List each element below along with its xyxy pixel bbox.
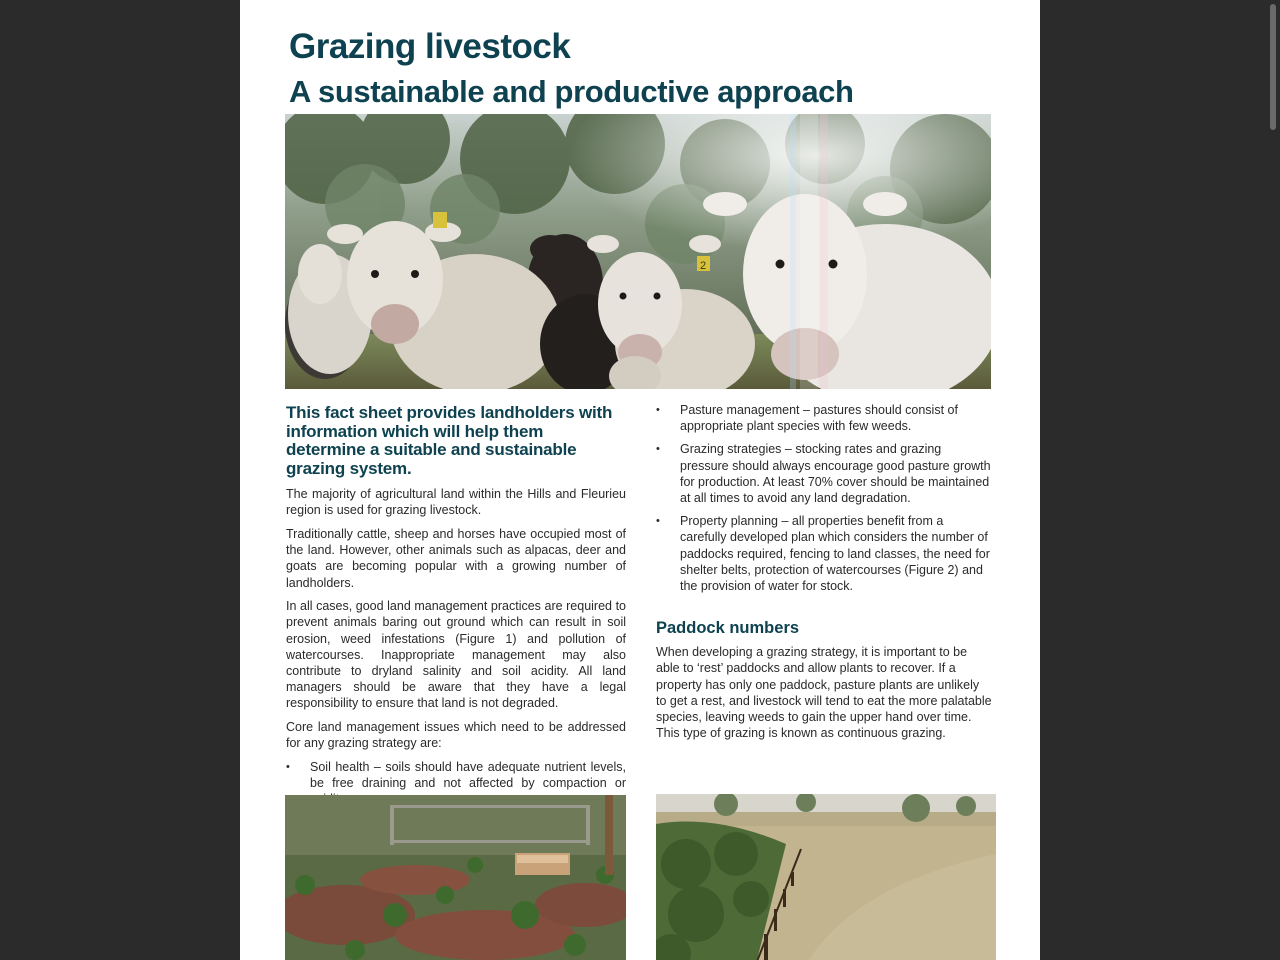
body-paragraph: The majority of agricultural land within the Hills and Fleurieu region is used for grazing livestock. xyxy=(286,487,626,518)
trampled-ground-illustration xyxy=(285,795,626,960)
cattle-illustration xyxy=(285,114,991,389)
issues-list-continued xyxy=(656,402,992,594)
ear-tag-text: 2 xyxy=(700,260,707,272)
list-item-text: Property planning – all properties benefit from a carefully developed plan which considers the number of paddocks required, fencing to land classes, the need for shelter belts, protection of watercourses (Figure 2) and the provision of water for stock. xyxy=(680,514,990,594)
right-column xyxy=(656,402,992,749)
cattle-photo xyxy=(285,114,991,389)
scrollbar-thumb[interactable] xyxy=(1270,4,1276,130)
body-paragraph: Traditionally cattle, sheep and horses have occupied most of the land. However, other animals such as alpacas, deer and goats are becoming popular with a growing number of landholders. xyxy=(286,526,626,590)
body-paragraph: In all cases, good land management practices are required to prevent animals baring out ground which can result in soil erosion, weed infestations (Figure 1) and pollution of watercourses. Inappropriate management may also contribute to dryland salinity and soil acidity. All land managers should be aware that they have a legal responsibility to ensure that land is not degraded. xyxy=(286,599,626,711)
page-title: Grazing livestock xyxy=(289,27,571,66)
body-paragraph: Core land management issues which need to be addressed for any grazing strategy are: xyxy=(286,720,626,751)
left-column xyxy=(286,404,626,815)
list-item-text: Grazing strategies – stocking rates and grazing pressure should always encourage good pasture growth for production. At least 70% cover should be maintained at all times to avoid any land degradation. xyxy=(680,442,991,506)
bullet-icon: • xyxy=(656,443,660,456)
page-subtitle: A sustainable and productive approach xyxy=(289,74,854,109)
bullet-icon: • xyxy=(656,404,660,416)
list-item-text: Pasture management – pastures should consist of appropriate plant species with few weeds. xyxy=(680,403,958,434)
bullet-icon: • xyxy=(286,761,290,774)
bullet-icon: • xyxy=(656,515,660,528)
lead-paragraph: This fact sheet provides landholders with information which will help them determine a suitable and sustainable grazing system. xyxy=(286,403,613,478)
trampled-ground-photo xyxy=(285,795,626,960)
section-heading: Paddock numbers xyxy=(656,619,800,638)
list-item xyxy=(656,441,992,506)
list-item-text: Soil health – soils should have adequate nutrient levels, be free draining and not affected by compaction or xyxy=(310,760,626,791)
document-page xyxy=(240,0,1040,960)
fenced-watercourse-illustration xyxy=(656,794,996,960)
fenced-watercourse-photo xyxy=(656,794,996,960)
body-paragraph: When developing a grazing strategy, it is important to be able to ‘rest’ paddocks and allow plants to recover. If a property has only one paddock, pasture plants are unlikely to get a rest, and livestock will tend to eat the more palatable species, leaving weeds to gain the upper hand over time. This type of grazing is known as continuous grazing. xyxy=(656,645,992,741)
list-item xyxy=(656,513,992,594)
list-item xyxy=(656,402,992,434)
